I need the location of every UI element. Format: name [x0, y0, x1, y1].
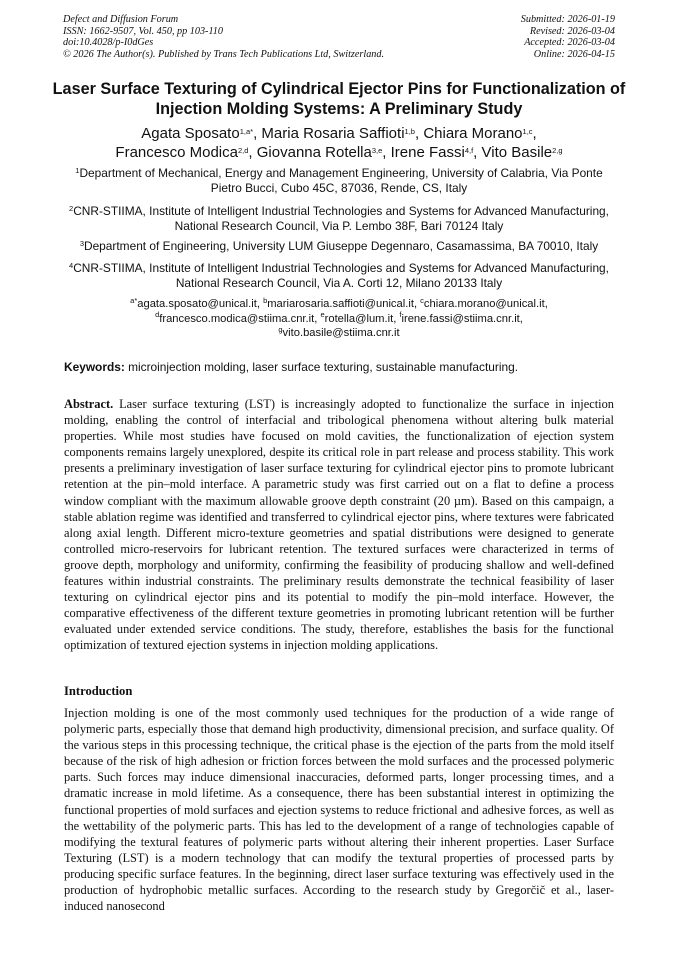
doi: doi:10.4028/p-I0dGes	[63, 37, 154, 49]
author: Francesco Modica$^{2,d}$	[115, 144, 249, 161]
date-submitted: Submitted: 2026-01-19	[520, 14, 615, 25]
paper-title: Laser Surface Texturing of Cylindrical Ejector Pins for Functionalization of Injection Molding Systems: A Preliminary Study	[52, 80, 626, 118]
journal-info	[63, 14, 423, 60]
date-revised: Revised: 2026-03-04	[529, 25, 615, 37]
affiliation-4: $^4$CNR-STIIMA, Institute of Intelligent Industrial Technologies and Systems for Advanced Manufacturing, National Research Council, Via A. Corti 12, Milano 20133 Italy	[69, 260, 609, 291]
email: $^g$vito.basile@stiima.cnr.it	[278, 324, 400, 340]
author: Irene Fassi$^{4,f}$	[390, 144, 474, 161]
email: $^e$rotella@lum.it	[320, 310, 394, 325]
journal-name: Defect and Diffusion Forum	[63, 14, 179, 25]
email: $^b$mariarosaria.saffioti@unical.it	[263, 295, 414, 310]
issn-volume: ISSN: 1662-9507, Vol. 450, pp 103-110	[63, 25, 223, 37]
publication-dates	[395, 14, 615, 60]
author: Agata Sposato$^{1,a*}$	[141, 125, 254, 142]
author: Chiara Morano$^{1,c}$	[423, 125, 533, 142]
keywords-text: microinjection molding, laser surface texturing, sustainable manufacturing.	[124, 360, 519, 374]
affiliation-3: $^3$Department of Engineering, University LUM Giuseppe Degennaro, Casamassima, BA 70010, Italy	[79, 238, 599, 253]
affiliation-1: $^1$Department of Mechanical, Energy and Management Engineering, University of Calabria, Via Ponte Pietro Bucci, Cubo 45C, 87036, Rende, CS, Italy	[75, 165, 603, 196]
abstract-label: Abstract.	[64, 397, 114, 411]
introduction-text: Injection molding is one of the most commonly used techniques for the production of a wide range of polymeric parts, especially those that demand high productivity, dimensional precision, and surface quality. Of the various steps in this processing technique, the critical phase is the ejection of the parts from the mold itself because of the risk of high adhesion or friction forces between the mold surfaces and the processed polymeric parts. Such forces may induce dimensional inaccuracies, deformed parts, longer processing times, and a dramatic increase in mold lifetime. As a consequence, there has been substantial interest in optimizing the functional properties of mold surfaces and ejection systems to reduce frictional and adhesive forces, as well as the wettability of the polymeric parts. This has led to the development of a range of technologies capable of modifying the textural features of polymeric parts without altering their inherent properties. Laser Surface Texturing (LST) is a modern technology that can modify the textural properties of processed parts by producing specific surface features. In the beginning, direct laser surface texturing was effectively used in the production of hydrophobic metallic surfaces. According to the research study by Gregorčič et al., laser-induced nanosecond	[64, 706, 614, 914]
copyright: © 2026 The Author(s). Published by Trans Tech Publications Ltd, Switzerland.	[63, 48, 385, 60]
abstract-text: Laser surface texturing (LST) is increasingly adopted to functionalize the surface in injection molding, enabling the control of interfacial and tribological phenomena without altering bulk material properties. While most studies have focused on mold cavities, the functionalization of ejection system components remains largely unexplored, despite its critical role in part release and process stability. This work presents a preliminary investigation of laser surface texturing for cylindrical ejector pins to promote lubricant retention at the pin–mold interface. A parametric study was first carried out on a flat to define a process window compliant with the maximum allowable groove depth constraint (20 µm). Based on this campaign, a stable ablation regime was identified and transferred to cylindrical ejector pins, where textures were fabricated along axial length. Different micro-texture geometries and spatial distributions were designed to generate controlled micro-reservoirs for lubricant retention. The textured surfaces were characterized in terms of groove depth, morphology and uniformity, confirming the feasibility of producing shallow and well-defined features within industrial constraints. The preliminary results demonstrate the technical feasibility of laser texturing on cylindrical ejector pins and its potential to modify the pin–mold interface. However, the comparative effectiveness of the different texture geometries in promoting lubricant retention will be further evaluated under extended service conditions. The study, therefore, establishes the basis for the functional optimization of textured ejection systems in injection molding applications.	[64, 397, 614, 653]
email: $^{a*}$agata.sposato@unical.it	[130, 295, 257, 310]
keywords	[64, 360, 624, 374]
date-accepted: Accepted: 2026-03-04	[524, 37, 615, 49]
affiliation-2: $^2$CNR-STIIMA, Institute of Intelligent Industrial Technologies and Systems for Advanced Manufacturing, National Research Council, Via P. Lembo 38F, Bari 70124 Italy	[69, 203, 609, 234]
author: Vito Basile$^{2,g}$	[481, 144, 563, 161]
email: $^d$francesco.modica@stiima.cnr.it	[155, 310, 315, 325]
author-emails: $^{a*}$agata.sposato@unical.it, $^b$mariarosaria.saffioti@unical.it, $^c$chiara.morano@unical.it, $^d$francesco.modica@stiima.cnr.it, $^e$rotella@lum.it, $^f$irene.fassi@stiima.cnr.it, $^g$vito.basile@stiima.cnr.it	[130, 295, 548, 340]
email: $^f$irene.fassi@stiima.cnr.it	[399, 310, 520, 325]
keywords-label: Keywords:	[64, 360, 125, 374]
author: Giovanna Rotella$^{3,e}$	[256, 144, 383, 161]
abstract	[64, 396, 614, 654]
email: $^c$chiara.morano@unical.it	[420, 295, 545, 310]
author: Maria Rosaria Saffioti$^{1,b}$	[261, 125, 415, 142]
date-online: Online: 2026-04-15	[533, 48, 615, 60]
author-list: Agata Sposato$^{1,a*}$, Maria Rosaria Saffioti$^{1,b}$, Chiara Morano$^{1,c}$, Francesco Modica$^{2,d}$, Giovanna Rotella$^{3,e}$, Irene Fassi$^{4,f}$, Vito Basile$^{2,g}$	[115, 125, 563, 161]
section-heading-introduction: Introduction	[64, 684, 133, 698]
